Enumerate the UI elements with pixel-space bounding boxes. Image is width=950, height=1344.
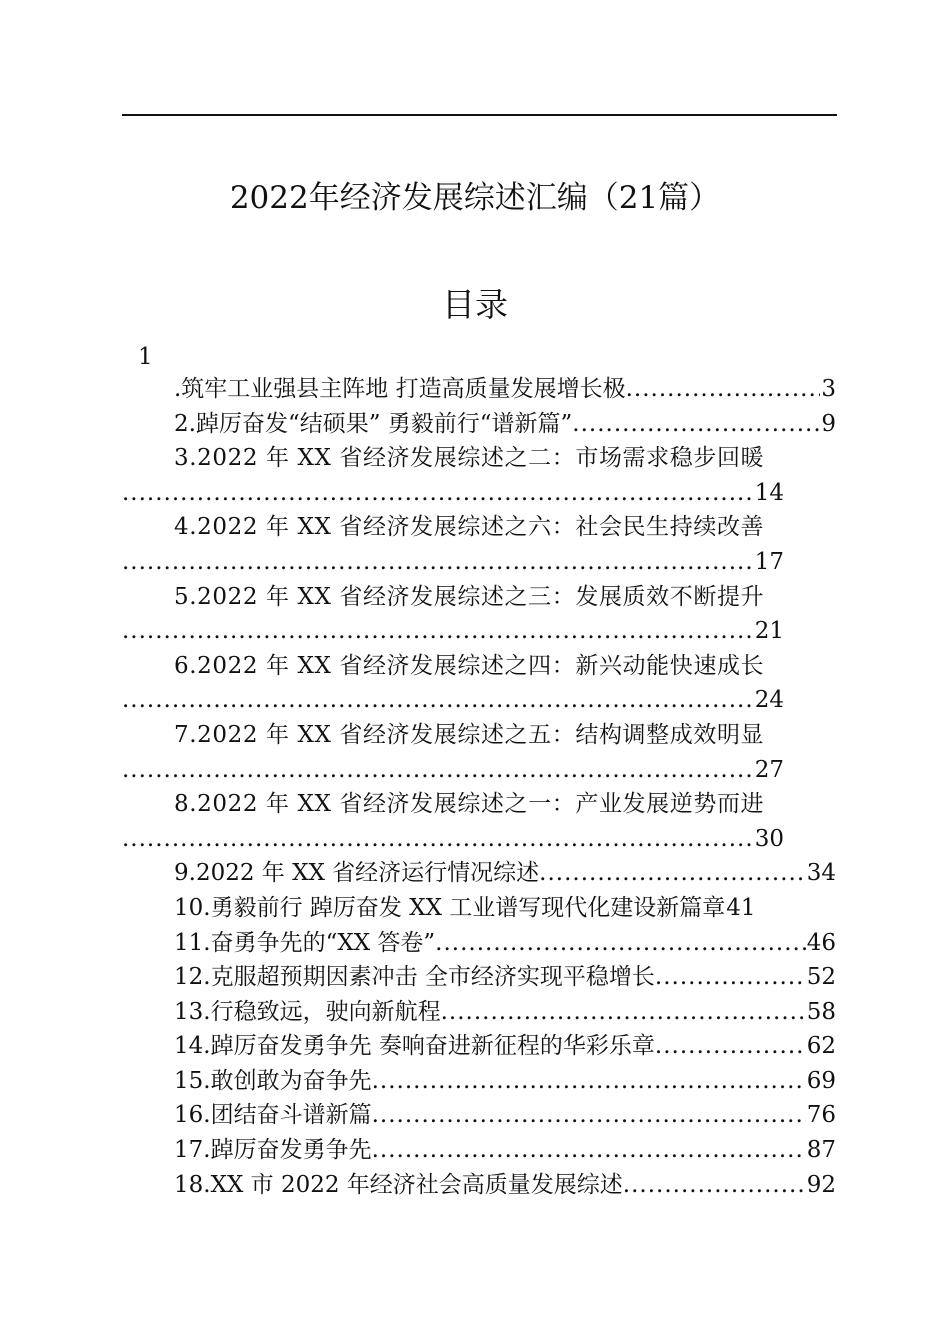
toc-entry-15[interactable] [122, 1064, 842, 1099]
toc-entry-page: 46 [806, 929, 836, 956]
toc-entry-text[interactable]: 2.踔厉奋发“结硕果” 勇毅前行“谱新篇” [174, 410, 573, 437]
toc-entry-18[interactable] [122, 1168, 842, 1203]
toc-entry-12[interactable] [122, 960, 842, 995]
dot-leader [122, 753, 754, 788]
toc-entry-page: 58 [806, 998, 836, 1025]
dot-leader [122, 476, 754, 511]
toc-entry-text[interactable]: 17.踔厉奋发勇争先 [174, 1137, 372, 1164]
dot-leader [626, 372, 821, 407]
toc-entry-text[interactable]: 12.克服超预期因素冲击 全市经济实现平稳增长 [174, 964, 655, 991]
toc-entry-2[interactable] [122, 407, 842, 442]
toc-entry-text[interactable]: 6.2022 年 XX 省经济发展综述之四：新兴动能快速成长 [174, 652, 765, 679]
toc-entry-4[interactable] [122, 510, 842, 579]
toc-entry-page: 3 [821, 376, 836, 402]
dot-leader [441, 995, 806, 1030]
dot-leader [655, 960, 806, 995]
toc-entry-5[interactable] [122, 580, 842, 649]
toc-entry-6[interactable] [122, 649, 842, 718]
toc-entry-page: 41 [726, 894, 756, 921]
toc-entry-13[interactable] [122, 995, 842, 1030]
toc-entry-page: 14 [754, 479, 784, 506]
toc-entry-page: 24 [754, 687, 784, 714]
toc-entry-page: 69 [806, 1067, 836, 1094]
toc-entry-text[interactable]: 4.2022 年 XX 省经济发展综述之六：社会民生持续改善 [174, 514, 765, 541]
toc-entry-text[interactable]: 18.XX 市 2022 年经济社会高质量发展综述 [174, 1171, 623, 1198]
dot-leader [372, 1098, 806, 1133]
toc-entry-10[interactable] [122, 891, 842, 926]
toc-entry-text[interactable]: 10.勇毅前行 踔厉奋发 XX 工业谱写现代化建设新篇章 [174, 894, 726, 921]
dot-leader [623, 1168, 806, 1203]
toc-entry-11[interactable] [122, 926, 842, 961]
toc-entry-page: 9 [821, 410, 836, 437]
toc-entry-text[interactable]: 14.踔厉奋发勇争先 奏响奋进新征程的华彩乐章 [174, 1033, 655, 1060]
dot-leader [572, 407, 820, 442]
toc-entry-page: 30 [754, 825, 784, 852]
toc-entry-text[interactable]: 15.敢创敢为奋争先 [174, 1067, 372, 1094]
dot-leader [435, 926, 806, 961]
dot-leader [122, 614, 754, 649]
dot-leader [539, 856, 806, 891]
toc-entry-page: 52 [806, 964, 836, 991]
toc-entry-7[interactable] [122, 718, 842, 787]
toc-entry-page: 17 [754, 548, 784, 575]
toc-lead-number: 1 [138, 344, 153, 370]
toc-entry-3[interactable] [122, 441, 842, 510]
document-title: 2022年经济发展综述汇编（21篇） [229, 180, 721, 216]
toc-entry-text[interactable]: 9.2022 年 XX 省经济运行情况综述 [174, 860, 540, 887]
toc-entry-text[interactable]: .筑牢工业强县主阵地 打造高质量发展增长极 [174, 376, 626, 402]
toc-entry-page: 62 [806, 1033, 836, 1060]
toc-entry-text[interactable]: 3.2022 年 XX 省经济发展综述之二：市场需求稳步回暖 [174, 445, 765, 472]
toc-entry-14[interactable] [122, 1029, 842, 1064]
toc-entry-text[interactable]: 11.奋勇争先的“XX 答卷” [174, 929, 436, 956]
toc-entry-text[interactable]: 7.2022 年 XX 省经济发展综述之五：结构调整成效明显 [174, 721, 765, 748]
toc-entry-17[interactable] [122, 1133, 842, 1168]
toc-entry-16[interactable] [122, 1098, 842, 1133]
toc-entry-8[interactable] [122, 787, 842, 856]
toc-entry-page: 34 [806, 860, 836, 887]
toc-heading: 目录 [442, 285, 508, 324]
toc-entry-page: 21 [754, 618, 784, 645]
dot-leader [122, 822, 754, 857]
dot-leader [122, 545, 754, 580]
toc-entry-text[interactable]: 16.团结奋斗谱新篇 [174, 1102, 372, 1129]
toc-entry-9[interactable] [122, 856, 842, 891]
dot-leader [372, 1064, 806, 1099]
table-of-contents [122, 372, 842, 1202]
dot-leader [655, 1029, 806, 1064]
toc-entry-text[interactable]: 8.2022 年 XX 省经济发展综述之一：产业发展逆势而进 [174, 791, 765, 818]
toc-entry-page: 27 [754, 756, 784, 783]
toc-entry-page: 76 [806, 1102, 836, 1129]
dot-leader [122, 683, 754, 718]
toc-entry-page: 92 [806, 1171, 836, 1198]
dot-leader [372, 1133, 806, 1168]
header-rule [122, 114, 837, 116]
toc-entry-text[interactable]: 13.行稳致远，驶向新航程 [174, 998, 441, 1025]
toc-entry-page: 87 [806, 1137, 836, 1164]
toc-entry-text[interactable]: 5.2022 年 XX 省经济发展综述之三：发展质效不断提升 [174, 583, 765, 610]
toc-entry-1[interactable] [122, 372, 842, 407]
